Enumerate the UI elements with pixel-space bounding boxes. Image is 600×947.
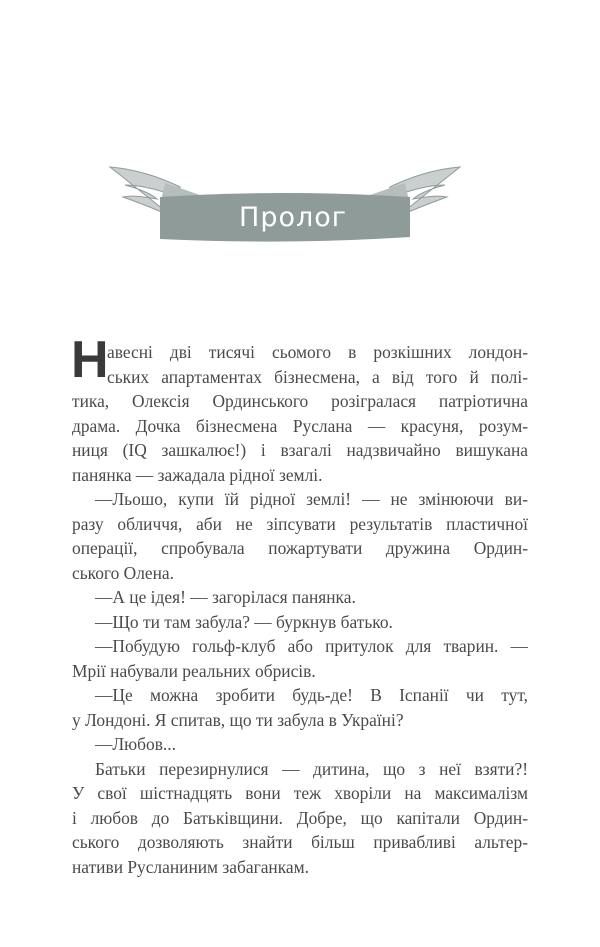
- text-line: разу обличчя, аби не зіпсувати результатів пластичної: [72, 513, 528, 534]
- text-line: операції, спробувала пожартувати дружина Ордин-: [72, 538, 528, 558]
- text-line: у Лондоні. Я спитав, що ти забула в Україні?: [72, 709, 404, 730]
- drop-cap: Н: [71, 331, 109, 389]
- text-line: —Це можна зробити будь-де! В Іспанії чи тут,: [95, 685, 528, 705]
- chapter-title: Пролог: [239, 202, 347, 233]
- text-line: У свої шістнадцять вони теж хворіли на максималізм: [72, 783, 528, 803]
- text-line: —Любов...: [95, 734, 176, 754]
- text-line: ниця (IQ зашкалює!) і взагалі надзвичайно вишукана: [72, 440, 528, 460]
- text-line: Батьки перезирнулися — дитина, що з неї взяти?!: [95, 758, 528, 779]
- text-line: —Льошо, купи їй рідної землі! — не змінюючи ви-: [95, 489, 528, 509]
- body-text: [72, 340, 528, 879]
- text-line: драма. Дочка бізнесмена Руслана — красуня, розум-: [72, 415, 528, 436]
- text-line: ських апартаментах бізнесмена, а від того й полі-: [107, 366, 528, 387]
- text-line: тика, Олексія Ординського розігралася патріотична: [72, 391, 528, 411]
- text-line: нативи Русланиним забаганкам.: [72, 856, 309, 877]
- text-line: ського Олена.: [72, 562, 174, 583]
- text-line: —Що ти там забула? — буркнув батько.: [95, 611, 393, 632]
- text-line: —А це ідея! — загорілася панянка.: [95, 587, 356, 607]
- text-line: Мрії набували реальних обрисів.: [72, 660, 316, 681]
- text-line: ського дозволяють знайти більш привабливі альтер-: [72, 832, 528, 852]
- text-line: авесні дві тисячі сьомого в розкішних лондон-: [107, 342, 528, 362]
- text-line: і любов до Батьківщини. Добре, що капітали Ордин-: [72, 807, 528, 828]
- text-line: —Побудую гольф-клуб або притулок для тварин. —: [95, 636, 528, 656]
- text-line: панянка — зажадала рідної землі.: [72, 464, 323, 485]
